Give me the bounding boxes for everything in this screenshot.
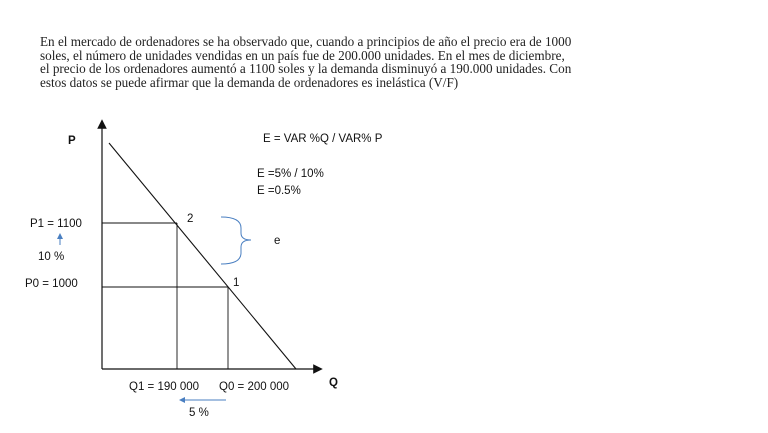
q0-label: Q0 = 200 000 xyxy=(219,381,290,393)
q1-label: Q1 = 190 000 xyxy=(129,381,200,393)
elasticity-calc-2: E =0.5% xyxy=(257,185,301,197)
problem-line: estos datos se puede afirmar que la demanda de ordenadores es inelástica (V/F) xyxy=(40,74,459,90)
quantity-change-label: 5 % xyxy=(189,407,209,419)
p0-label: P0 = 1000 xyxy=(25,278,78,290)
elasticity-formula: E = VAR %Q / VAR% P xyxy=(263,133,383,145)
problem-line: el precio de los ordenadores aumentó a 1100 soles y la demanda disminuyó a 190.000 unidades. Con xyxy=(40,61,572,77)
brace-icon xyxy=(221,217,251,264)
point-2-label: 2 xyxy=(187,213,194,225)
problem-line: En el mercado de ordenadores se ha observado que, cuando a principios de año el precio era de 1000 xyxy=(40,34,572,49)
elasticity-calc-1: E =5% / 10% xyxy=(257,168,324,180)
point-1-label: 1 xyxy=(233,277,240,289)
price-change-label: 10 % xyxy=(38,251,65,263)
x-axis-label: Q xyxy=(329,377,338,389)
p1-label: P1 = 1100 xyxy=(30,218,82,230)
problem-line: soles, el número de unidades vendidas en un país fue de 200.000 unidades. En el mes de diciembre, xyxy=(40,47,565,63)
y-axis-label: P xyxy=(68,135,76,147)
brace-label: e xyxy=(274,235,281,247)
